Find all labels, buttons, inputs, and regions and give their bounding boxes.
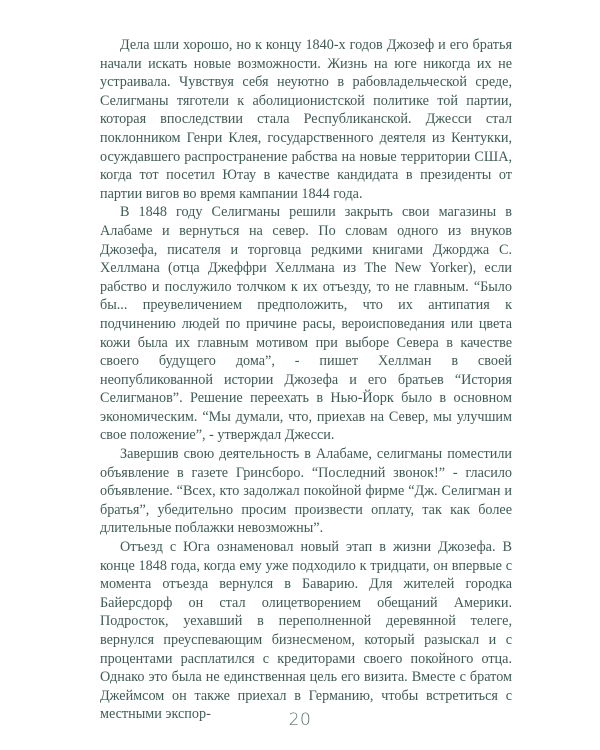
body-text <box>100 36 512 724</box>
paragraph-3: Завершив свою деятельность в Алабаме, селигманы поместили объявление в газете Гринсборо. “Последний звонок!” - гласило объявление. “Всех, кто задолжал покойной фирме “Дж. Селигман и братья”, убедительно просим произвести оплату, так как более длительные поблажки невозможны”. <box>100 446 512 537</box>
paragraph-1: Дела шли хорошо, но к концу 1840-х годов Джозеф и его братья начали искать новые возможности. Жизнь на юге никогда их не устраивала. Чувствуя себя неуютно в рабовладельческой среде, Селигманы тяготели к аболиционистской политике той партии, которая впоследствии стала Республиканской. Джесси стал поклонником Генри Клея, государственного деятеля из Кентукки, осуждавшего распространение рабства на новые территории США, когда тот посетил Ютау в качестве кандидата в президенты от партии вигов во время кампании 1844 года. <box>100 37 512 202</box>
paragraph-2: В 1848 году Селигманы решили закрыть свои магазины в Алабаме и вернуться на север. По словам одного из внуков Джозефа, писателя и торговца редкими книгами Джорджа С. Хеллмана (отца Джеффри Хеллмана из The New Yorker), если рабство и послужило толчком к их отъезду, то не главным. “Было бы... преувеличением предположить, что их антипатия к подчинению людей по причине расы, вероисповедания или цвета кожи была их главным мотивом при выборе Севера в качестве своего будущего дома”, - пишет Хеллман в своей неопубликованной истории Джозефа и его братьев “История Селигманов”. Решение переехать в Нью-Йорк было в основном экономическим. “Мы думали, что, приехав на Север, мы улучшим свое положение”, - утверждал Джесси. <box>100 204 512 444</box>
page-number: 20 <box>288 710 312 730</box>
paragraph-4: Отъезд с Юга ознаменовал новый этап в жизни Джозефа. В конце 1848 года, когда ему уже подходило к тридцати, он впервые с момента отъезда вернулся в Баварию. Для жителей городка Байерсдорф он стал олицетворением обещаний Америки. Подросток, уехавший в переполненной деревянной телеге, вернулся преуспевающим бизнесменом, который разыскал и с процентами расплатился с кредиторами своего покойного отца. Однако это была не единственная цель его визита. Вместе с братом Джеймсом он также приехал в Германию, чтобы встретиться с местными экспор- <box>100 539 512 723</box>
